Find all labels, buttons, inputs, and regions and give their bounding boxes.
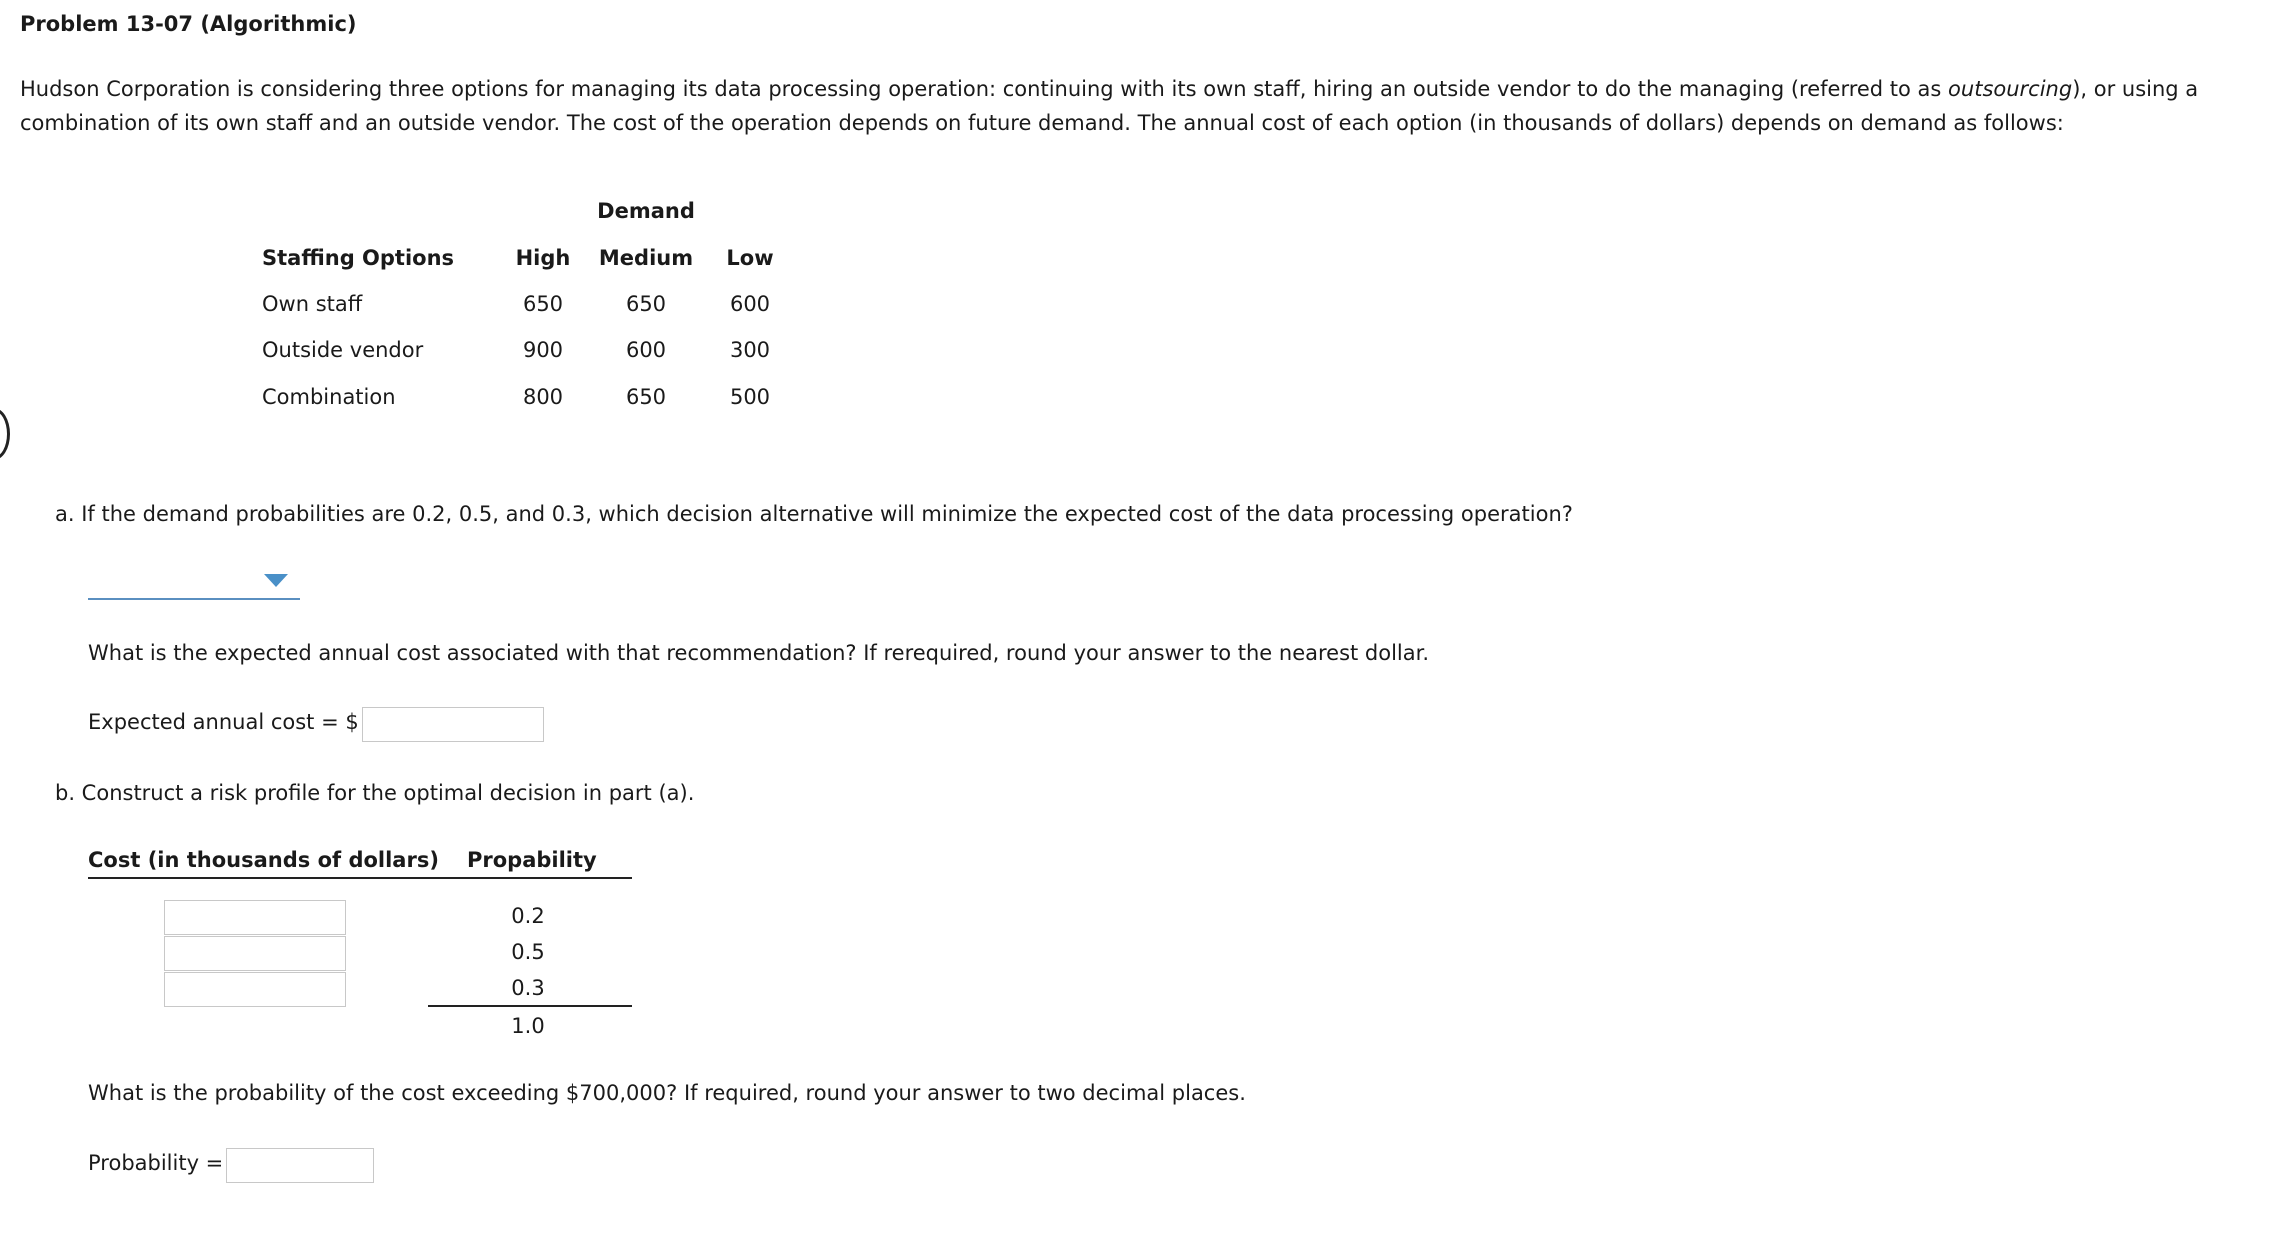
risk-prob-total: 1.0 bbox=[511, 1014, 545, 1038]
risk-cost-input-3[interactable] bbox=[164, 972, 346, 1007]
risk-prob-3: 0.3 bbox=[511, 976, 545, 1000]
cell-vendor-low: 300 bbox=[729, 338, 771, 362]
part-a-followup: What is the expected annual cost associated with that recommendation? If rerequired, round your answer to the nearest dollar. bbox=[88, 641, 1430, 665]
risk-cost-input-2[interactable] bbox=[164, 936, 346, 971]
risk-cost-input-1[interactable] bbox=[164, 900, 346, 935]
part-b-question: b. Construct a risk profile for the optimal decision in part (a). bbox=[55, 781, 695, 805]
row-label-outside-vendor: Outside vendor bbox=[262, 338, 424, 362]
problem-intro: Hudson Corporation is considering three options for managing its data processing operation: continuing with its own staff, hiring an outside vendor to do the managing (referred to as outsourcing), or using a combination of its own staff and an outside vendor. The cost of the operation depends on future demand. The annual cost of each option (in thousands of dollars) depends on demand as follows: bbox=[20, 77, 2199, 135]
row-label-own-staff: Own staff bbox=[262, 292, 363, 316]
decision-dropdown[interactable] bbox=[88, 568, 300, 600]
risk-total-rule bbox=[428, 1005, 632, 1007]
intro-italic: outsourcing bbox=[1948, 77, 2073, 101]
problem-title: Problem 13-07 (Algorithmic) bbox=[20, 12, 357, 36]
risk-prob-1: 0.2 bbox=[511, 904, 545, 928]
cell-combo-medium: 650 bbox=[625, 385, 667, 409]
staffing-options-header: Staffing Options bbox=[262, 246, 455, 270]
dropdown-arrow-icon bbox=[264, 574, 288, 587]
cell-combo-low: 500 bbox=[729, 385, 771, 409]
risk-col-cost-header: Cost (in thousands of dollars) bbox=[88, 848, 439, 872]
cell-own-high: 650 bbox=[522, 292, 564, 316]
row-label-combination: Combination bbox=[262, 385, 396, 409]
part-b-followup: What is the probability of the cost exceeding $700,000? If required, round your answer to two decimal places. bbox=[88, 1081, 1246, 1105]
probability-label: Probability = bbox=[88, 1151, 224, 1175]
expected-cost-label: Expected annual cost = $ bbox=[88, 710, 359, 734]
risk-header-rule bbox=[88, 877, 632, 879]
probability-input[interactable] bbox=[226, 1148, 374, 1183]
cell-vendor-high: 900 bbox=[522, 338, 564, 362]
col-high: High bbox=[515, 246, 571, 270]
edge-circle-mark bbox=[0, 408, 10, 460]
cell-own-low: 600 bbox=[729, 292, 771, 316]
demand-header: Demand bbox=[597, 199, 695, 223]
risk-col-prob-header: Propability bbox=[467, 848, 597, 872]
col-medium: Medium bbox=[598, 246, 694, 270]
risk-prob-2: 0.5 bbox=[511, 940, 545, 964]
cell-own-medium: 650 bbox=[625, 292, 667, 316]
cell-vendor-medium: 600 bbox=[625, 338, 667, 362]
col-low: Low bbox=[726, 246, 774, 270]
part-a-question: a. If the demand probabilities are 0.2, 0.5, and 0.3, which decision alternative will minimize the expected cost of the data processing operation? bbox=[55, 502, 1573, 526]
expected-cost-input[interactable] bbox=[362, 707, 544, 742]
cell-combo-high: 800 bbox=[522, 385, 564, 409]
